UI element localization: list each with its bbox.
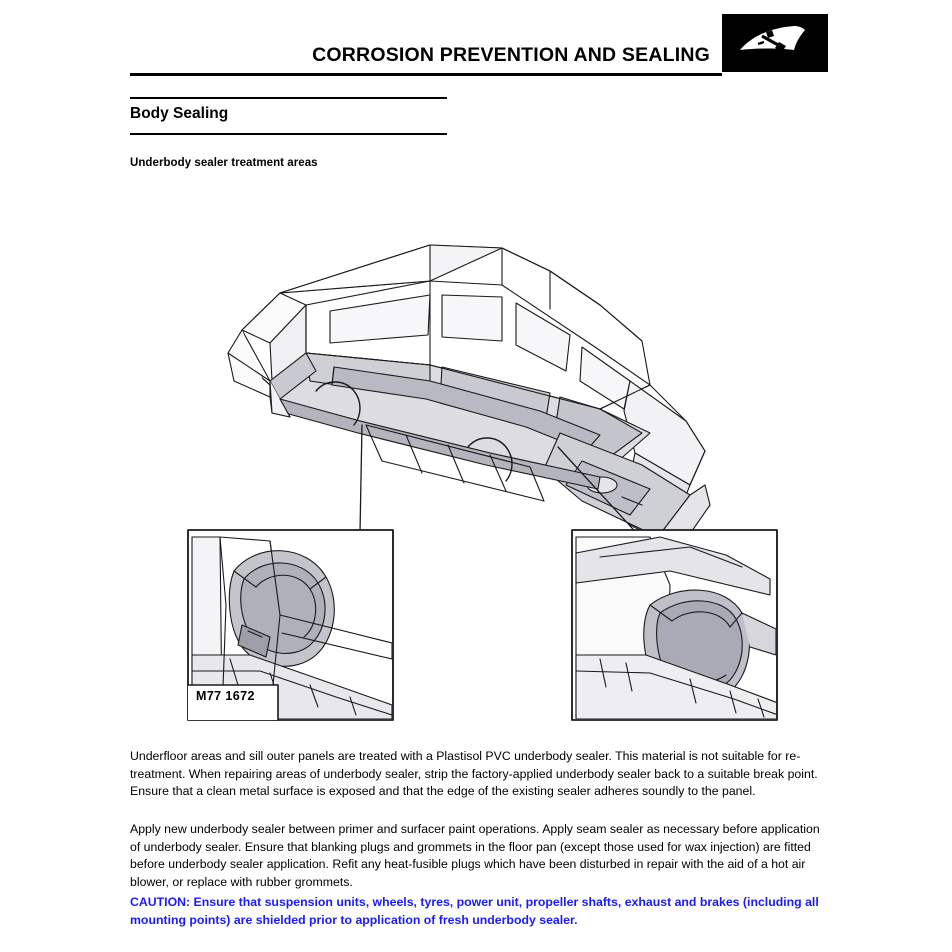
page-title: CORROSION PREVENTION AND SEALING	[312, 44, 710, 66]
header-divider	[130, 73, 722, 76]
body-paragraph-2: Apply new underbody sealer between primer and surfacer paint operations. Apply seam sealer as necessary before application of underbody sealer. Ensure that blanking plugs and grommets in the floor pan (except those used for wax injection) are fitted before underbody sealer application. Refit any heat-fusible plugs which have been disturbed in repair with the aid of a hot air blower, or replace with rubber grommets.	[130, 822, 820, 889]
underbody-illustration	[130, 185, 830, 725]
page-header	[0, 0, 952, 90]
subsection-title: Underbody sealer treatment areas	[130, 157, 318, 169]
vehicle-body-shell	[228, 245, 710, 551]
caution-note: CAUTION: Ensure that suspension units, wheels, tyres, power unit, propeller shafts, exhaust and brakes (including all mounting points) are shielded prior to application of fresh underbody sealer.	[130, 895, 819, 927]
body-paragraph-1: Underfloor areas and sill outer panels are treated with a Plastisol PVC underbody sealer. This material is not suitable for re-treatment. When repairing areas of underbody sealer, strip the factory-applied underbody sealer back to a suitable break point. Ensure that a clean metal surface is exposed and that the edge of the existing sealer adheres soundly to the panel.	[130, 749, 818, 799]
detail-panel-right	[572, 530, 778, 720]
section-title: Body Sealing	[130, 105, 229, 122]
section-divider-top	[130, 97, 447, 99]
figure-code-label: M77 1672	[196, 689, 255, 703]
land-rover-hammer-logo-icon	[722, 14, 828, 72]
section-divider-bottom	[130, 133, 447, 135]
